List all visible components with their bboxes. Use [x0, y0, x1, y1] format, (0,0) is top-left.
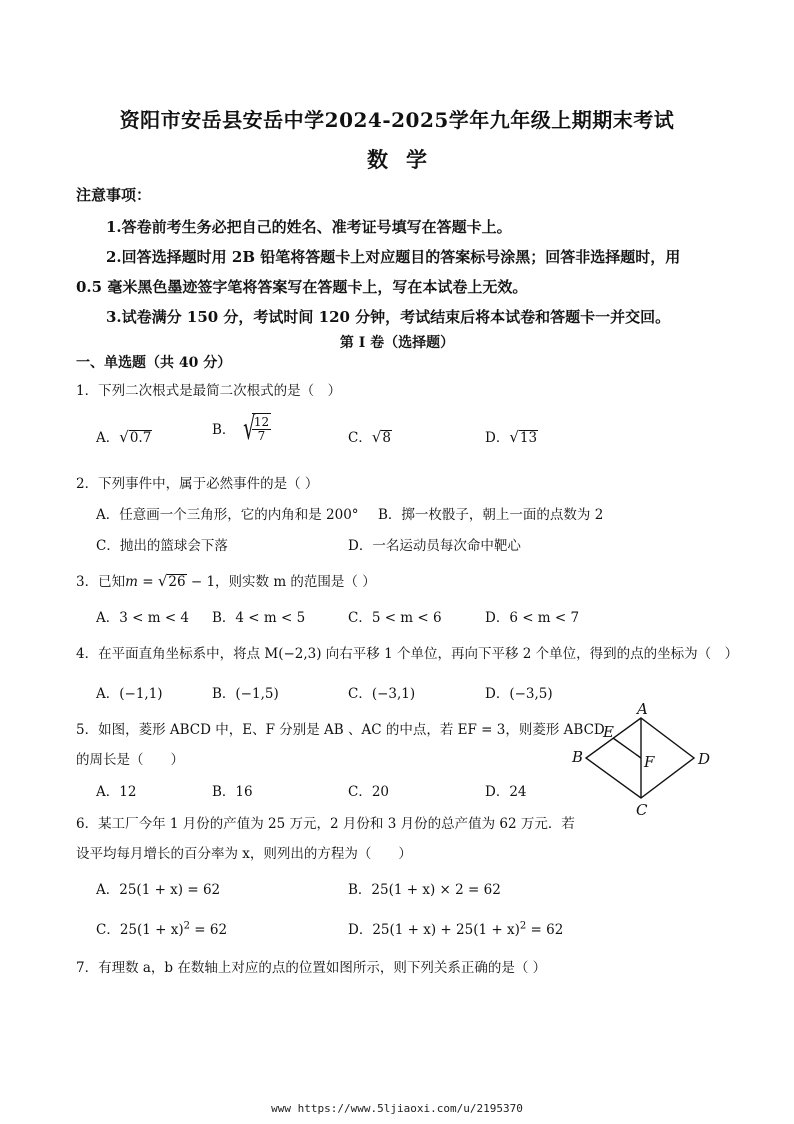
label-c: C: [636, 801, 648, 819]
notice-heading: 注意事项：: [76, 186, 152, 204]
subject-title: 数学: [367, 147, 445, 172]
q2-stem: 2．下列事件中，属于必然事件的是（ ）: [76, 476, 319, 492]
q5-stem-line-1: 5．如图，菱形 ABCD 中，E、F 分别是 AB 、AC 的中点，若 EF = 3，则菱形 ABCD: [76, 722, 605, 738]
q3-option-b: B．4 < m < 5: [212, 610, 306, 626]
notice-item-2-line-1: 2.回答选择题时用 2B 铅笔将答题卡上对应题目的答案标号涂黑；回答非选择题时，用: [106, 248, 681, 266]
q3-option-c: C．5 < m < 6: [348, 610, 442, 626]
q4-stem: 4．在平面直角坐标系中，将点 M(−2,3) 向右平移 1 个单位，再向下平移 2 个单位，得到的点的坐标为（ ）: [76, 646, 739, 662]
q3-option-a: A．3 < m < 4: [96, 610, 190, 626]
q6-option-a: A．25(1 + x) = 62: [96, 882, 221, 898]
q1-option-d: D．√13: [485, 428, 538, 446]
q5-option-d: D．24: [485, 784, 527, 800]
q1-option-b: B． √ $\frac{12}{7}$: [212, 409, 270, 447]
q6-option-c: C．$25(1 + x)^2 = 62$: [96, 920, 228, 938]
q4-option-a: A．(−1,1): [96, 686, 163, 702]
q4-option-c: C．(−3,1): [348, 686, 416, 702]
q2-option-d: D．一名运动员每次命中靶心: [348, 538, 521, 554]
label-d: D: [698, 750, 711, 768]
q6-option-b: B．25(1 + x) × 2 = 62: [348, 882, 501, 898]
exam-title: 资阳市安岳县安岳中学2024-2025学年九年级上期期末考试: [119, 108, 675, 132]
footer-url: www https://www.5ljiaoxi.com/u/2195370: [271, 1102, 523, 1115]
q4-option-d: D．(−3,5): [485, 686, 553, 702]
q6-stem-line-2: 设平均每月增长的百分率为 x，则列出的方程为（ ）: [76, 846, 412, 862]
q1-option-a: A．√0.7: [96, 428, 152, 446]
rhombus-figure: [566, 700, 726, 825]
notice-item-2-line-2: 0.5 毫米黑色墨迹签字笔将答案写在答题卡上，写在本试卷上无效。: [76, 278, 528, 296]
notice-item-3: 3.试卷满分 150 分，考试时间 120 分钟，考试结束后将本试卷和答题卡一并交回。: [106, 308, 671, 326]
label-b: B: [572, 748, 584, 766]
q1-option-c: C．√8: [348, 428, 391, 446]
part-heading: 第 I 卷（选择题）: [339, 335, 455, 351]
label-f: F: [644, 753, 655, 771]
q2-option-b: B．掷一枚骰子，朝上一面的点数为 2: [378, 507, 604, 523]
label-a: A: [637, 700, 648, 718]
q5-stem-line-2: 的周长是（ ）: [76, 752, 184, 768]
q5-option-b: B．16: [212, 784, 253, 800]
q5-option-a: A．12: [96, 784, 137, 800]
section-heading: 一、单选题（共 40 分）: [76, 355, 232, 371]
q6-stem-line-1: 6．某工厂今年 1 月份的产值为 25 万元，2 月份和 3 月份的总产值为 62 万元．若: [76, 816, 575, 832]
q5-option-c: C．20: [348, 784, 390, 800]
q4-option-b: B．(−1,5): [212, 686, 279, 702]
q2-option-c: C．抛出的篮球会下落: [96, 538, 228, 554]
q7-stem: 7．有理数 a，b 在数轴上对应的点的位置如图所示，则下列关系正确的是（ ）: [76, 960, 547, 976]
q1-stem: 1．下列二次根式是最简二次根式的是（ ）: [76, 383, 342, 399]
q2-option-a: A．任意画一个三角形，它的内角和是 200°: [96, 507, 359, 523]
q3-option-d: D．6 < m < 7: [485, 610, 580, 626]
segment-ef: [613, 738, 641, 758]
q3-stem: 3．已知m = √26 − 1，则实数 m 的范围是（ ）: [76, 572, 376, 590]
label-e: E: [603, 723, 614, 741]
notice-item-1: 1.答卷前考生务必把自己的姓名、准考证号填写在答题卡上。: [106, 218, 512, 236]
q6-option-d: D．$25(1 + x) + 25(1 + x)^2 = 62$: [348, 920, 564, 938]
